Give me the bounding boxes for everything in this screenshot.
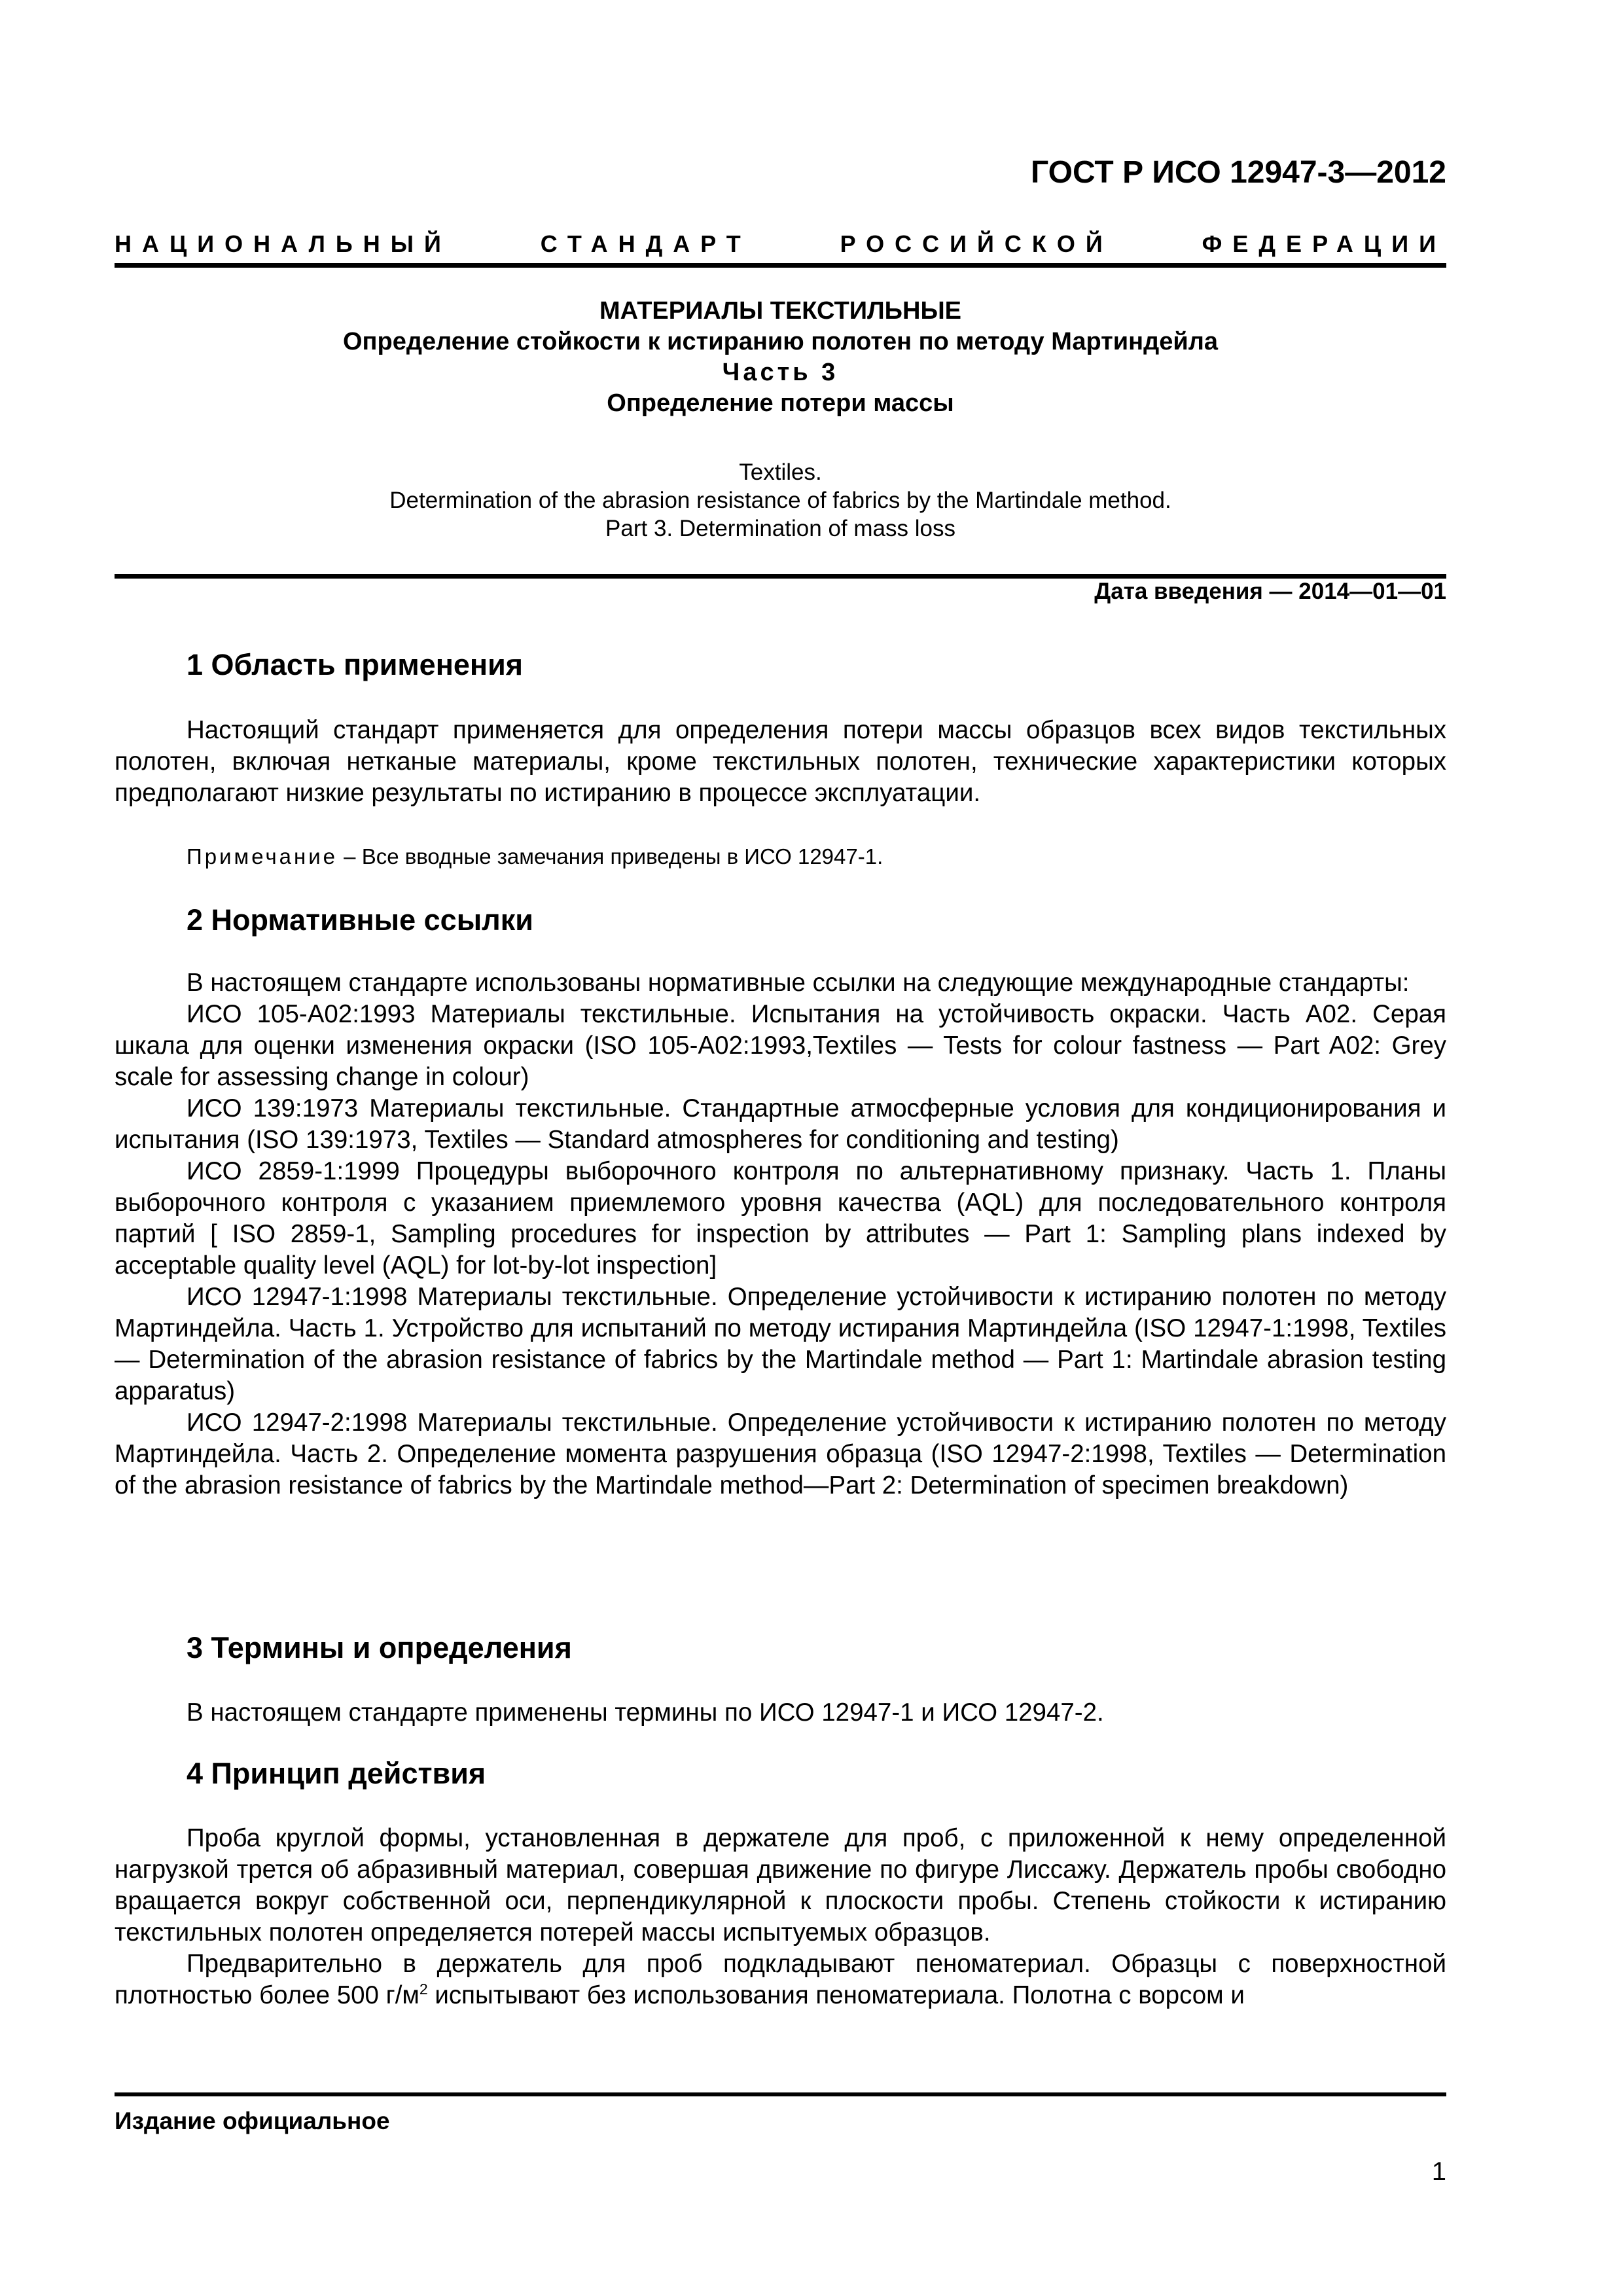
reference-item [115,1156,1446,1282]
reference-item [115,1407,1446,1501]
edition-label: Издание официальное [115,2108,390,2134]
title-en-line-2: Determination of the abrasion resistance of fabrics by the Martindale method. [389,488,1171,513]
title-en-line-3: Part 3. Determination of mass loss [605,516,955,541]
reference-text: ИСО 2859-1:1999 Процедуры выборочного контроля по альтернативному признаку. Часть 1. Планы выборочного контроля с указанием приемлемого уровня качества (AQL) для последовательного контроля партий [ ISO 2859-1, Sampling procedures for inspection by attributes — Part 1: Sampling plans indexed by acceptable quality level (AQL) for lot-by-lot inspection] [115,1157,1446,1280]
section-2-body [115,967,1446,1501]
note-label: Примечание [187,844,338,869]
footer-divider [115,2092,1446,2096]
section-2-intro-text: В настоящем стандарте использованы нормативные ссылки на следующие международные стандарты: [187,969,1410,997]
introduction-date: Дата введения — 2014—01—01 [1094,579,1446,604]
national-standard-banner [115,230,1446,258]
section-1-paragraph [115,715,1446,809]
section-4-heading: 4 Принцип действия [187,1757,486,1790]
reference-item [115,1093,1446,1156]
section-1-heading: 1 Область применения [187,648,524,681]
title-divider [115,574,1446,579]
title-line-2: Определение стойкости к истиранию полотен по методу Мартиндейла [342,328,1218,355]
banner-word-4: ФЕДЕРАЦИИ [1202,230,1446,257]
section-2-intro [115,967,1446,999]
banner-word-3: РОССИЙСКОЙ [840,230,1113,257]
banner-word-2: СТАНДАРТ [540,230,751,257]
reference-item [115,999,1446,1093]
title-line-4: Определение потери массы [607,389,954,417]
section-1-text: Настоящий стандарт применяется для определения потери массы образцов всех видов текстильных полотен, включая нетканые материалы, кроме текстильных полотен, технические характеристики которых предполагают низкие результаты по истиранию в процессе эксплуатации. [115,716,1446,807]
banner-word-1: НАЦИОНАЛЬНЫЙ [115,230,452,257]
section-4-text-2a: Предварительно в держатель для проб подкладывают пеноматериал. Образцы с поверхностной плотностью более 500 г/м [115,1950,1446,2009]
title-line-1: МАТЕРИАЛЫ ТЕКСТИЛЬНЫЕ [599,297,961,325]
header-divider [115,263,1446,268]
title-block-en [115,458,1446,543]
note-text: – Все вводные замечания приведены в ИСО 12947-1. [338,844,883,869]
title-block-ru [115,296,1446,419]
section-4-paragraph-1 [115,1823,1446,1948]
section-2-heading: 2 Нормативные ссылки [187,903,533,937]
superscript-2: 2 [419,1981,428,1998]
document-code: ГОСТ Р ИСО 12947-3—2012 [1031,155,1446,190]
section-1-note [187,844,883,869]
reference-text: ИСО 12947-1:1998 Материалы текстильные. Определение устойчивости к истиранию полотен по методу Мартиндейла. Часть 1. Устройство для испытаний по методу истирания Мартиндейла (ISO 12947-1:1998, Textiles — Determination of the abrasion resistance of fabrics by the Martindale method — Part 1: Martindale abrasion testing apparatus) [115,1283,1446,1405]
reference-text: ИСО 105-А02:1993 Материалы текстильные. Испытания на устойчивость окраски. Часть А02. Серая шкала для оценки изменения окраски (ISO 105-A02:1993,Textiles — Tests for colour fastness — Part A02: Grey scale for assessing change in colour) [115,1000,1446,1091]
section-4-text-2b: испытывают без использования пеноматериала. Полотна с ворсом и [427,1981,1245,2009]
page-number: 1 [1431,2157,1446,2186]
section-4-paragraph-2 [115,1948,1446,2011]
title-en-line-1: Textiles. [739,459,822,485]
section-3-paragraph [115,1697,1446,1729]
section-3-heading: 3 Термины и определения [187,1631,572,1664]
reference-item [115,1282,1446,1407]
section-4-body [115,1823,1446,2011]
title-line-3: Часть 3 [722,359,839,386]
reference-text: ИСО 12947-2:1998 Материалы текстильные. Определение устойчивости к истиранию полотен по методу Мартиндейла. Часть 2. Определение момента разрушения образца (ISO 12947-2:1998, Textiles — Determination of the abrasion resistance of fabrics by the Martindale method—Part 2: Determination of specimen breakdown) [115,1408,1446,1499]
section-4-text-1: Проба круглой формы, установленная в держателе для проб, с приложенной к нему определенной нагрузкой трется об абразивный материал, совершая движение по фигуре Лиссажу. Держатель пробы свободно вращается вокруг собственной оси, перпендикулярной к плоскости пробы. Степень стойкости к истиранию текстильных полотен определяется потерей массы испытуемых образцов. [115,1824,1446,1946]
reference-text: ИСО 139:1973 Материалы текстильные. Стандартные атмосферные условия для кондиционирования и испытания (ISO 139:1973, Textiles — Standard atmospheres for conditioning and testing) [115,1094,1446,1154]
section-3-text: В настоящем стандарте применены термины по ИСО 12947-1 и ИСО 12947-2. [187,1698,1104,1727]
